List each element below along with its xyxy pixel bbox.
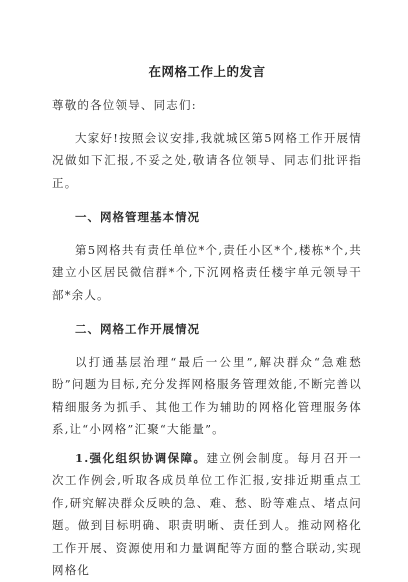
item1-lead: 1.强化组织协调保障。: [75, 450, 207, 465]
document-title: 在网格工作上的发言: [148, 64, 266, 79]
section1-heading: 一、网格管理基本情况: [75, 210, 200, 224]
section2-body: 以打通基层治理“最后一公里”,解决群众“急难愁盼”问题为目标,充分发挥网格服务管理效能,不断完善以精细服务为抓手、其他工作为辅助的网格化管理服务体系,让“小网格”汇聚“大能量”。: [52, 354, 362, 436]
section2-heading: 二、网格工作开展情况: [75, 322, 200, 336]
section1-body: 第5网格共有责任单位*个,责任小区*个,楼栋*个,共建立小区居民微信群*个,下沉网格责任楼宇单元领导干部*余人。: [52, 242, 362, 302]
section2-item1: [52, 447, 362, 582]
salutation: 尊敬的各位领导、同志们:: [52, 98, 197, 112]
item1-body: 建立例会制度。每月召开一次工作例会,听取各成员单位工作汇报,安排近期重点工作,研究解决群众反映的急、难、愁、盼等难点、堵点问题。做到目标明确、职责明晰、责任到人。推动网格化工作开展、资源使用和力量调配等方面的整合联动,实现网格化: [52, 450, 362, 577]
intro-paragraph: 大家好!按照会议安排,我就城区第5网格工作开展情况做如下汇报,不妥之处,敬请各位领导、同志们批评指正。: [52, 130, 362, 190]
